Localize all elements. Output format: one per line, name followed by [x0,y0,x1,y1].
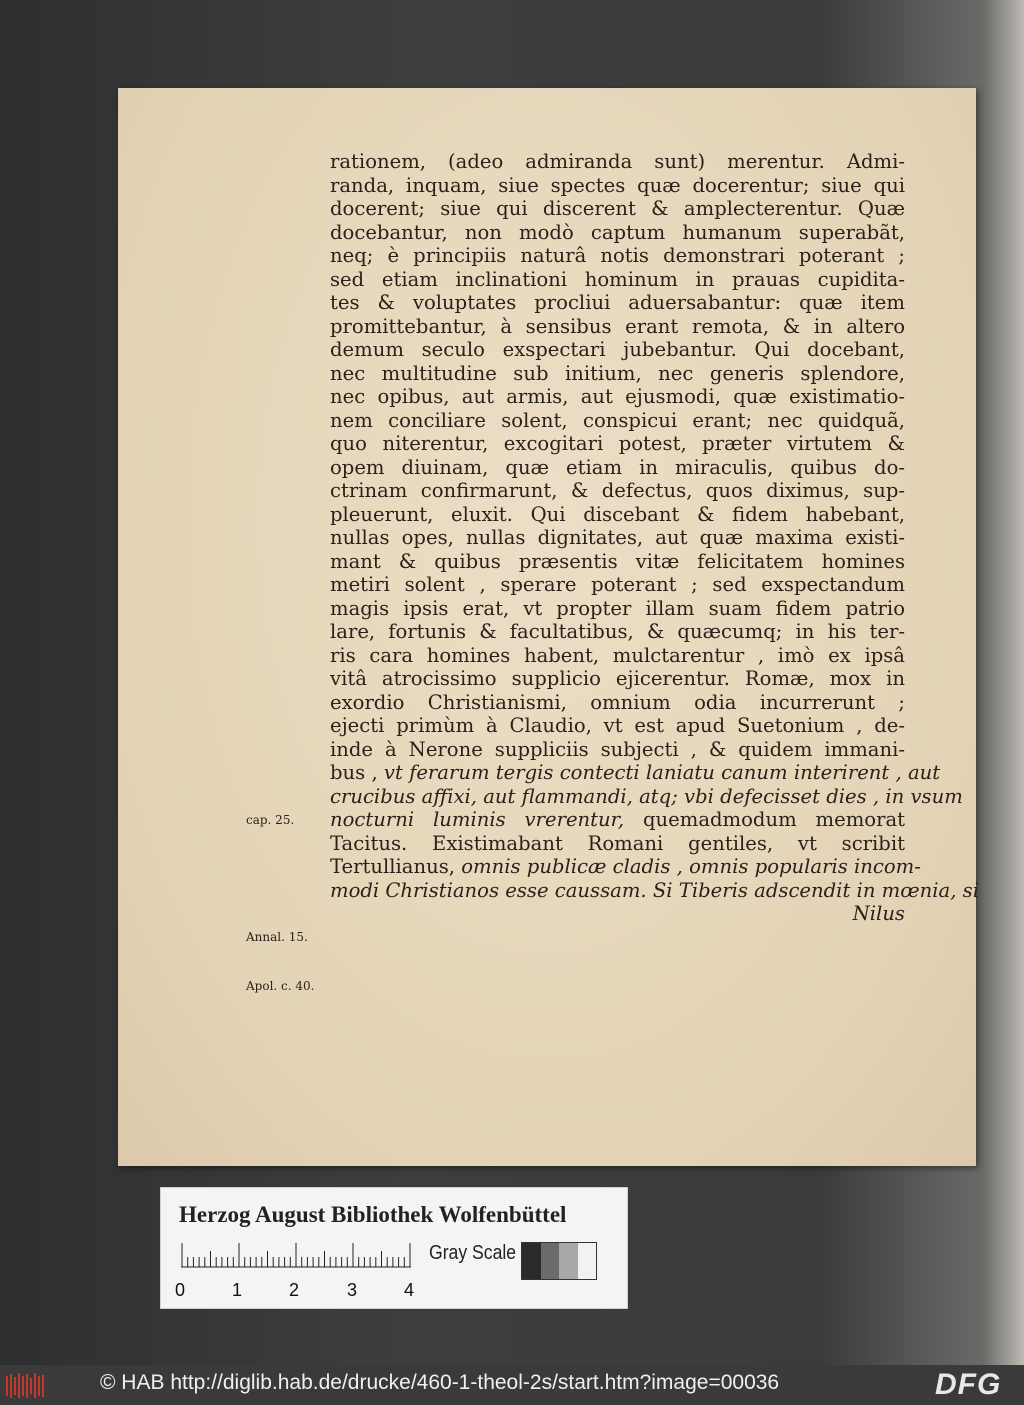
text-line-18: mant & quibus præsentis vitæ felicitatem homines [330,549,905,573]
text-line-25: ejecti primùm à Claudio, vt est apud Suetonium , de- [330,714,905,737]
ruler-numbers [175,1280,425,1302]
text-line-11: nec opibus, aut armis, aut ejusmodi, quæ existimatio- [330,385,905,408]
text-line-17: nullas opes, nullas dignitates, aut quæ maxima existi- [330,526,905,549]
text-line-19: metiri solent , sperare poterant ; sed exspectandum [330,573,905,596]
gray-scale-label: Gray Scale [429,1242,517,1264]
dfg-logo: DFG [935,1368,1002,1401]
ruler-number-2: 2 [289,1280,300,1300]
text-line-6: sed etiam inclinationi hominum in prauas cupidita- [330,267,905,291]
text-line-31: Tertullianus, omnis publicæ cladis , omnis popularis incom- [330,855,921,878]
library-color-card [160,1187,628,1309]
text-line-28: crucibus affixi, aut flammandi, atq; vbi defecisset dies , in vsum [330,784,963,808]
ruler-number-0: 0 [175,1280,186,1300]
margin-note-annal: Annal. 15. [246,930,308,944]
text-line-13: quo niterentur, excogitari potest, præter virtutem & [330,432,905,455]
text-line-9: demum seculo exspectari jubebantur. Qui docebant, [330,338,905,361]
text-line-32: modi Christianos esse caussam. Si Tiberis adscendit in mœnia, si [330,878,979,902]
text-line-12: nem conciliare solent, conspicui erant; nec quidquã, [330,408,905,432]
text-line-21: lare, fortunis & facultatibus, & quæcumq; in his ter- [330,620,905,643]
ruler-number-4: 4 [404,1280,415,1300]
text-line-22: ris cara homines habent, mulctarentur , imò ex ipsâ [330,643,905,667]
gray-swatch-2 [541,1243,560,1279]
text-line-26: inde à Nerone suppliciis subjecti , & quidem immani- [330,737,905,761]
text-line-5: neq; è principiis naturâ notis demonstrari poterant ; [330,244,905,267]
library-name: Herzog August Bibliothek Wolfenbüttel [179,1202,567,1227]
ruler-number-1: 1 [232,1280,243,1300]
catchword: Nilus [852,902,905,925]
text-line-1: rationem, (adeo admiranda sunt) merentur. Admi- [330,150,905,173]
margin-note-apol: Apol. c. 40. [246,979,315,993]
text-line-20: magis ipsis erat, vt propter illam suam fidem patrio [330,596,905,620]
gray-swatch-1 [522,1243,541,1279]
gray-scale-swatches [521,1242,597,1280]
text-line-29: nocturni luminis vrerentur, quemadmodum memorat [330,808,906,831]
ruler-scale [181,1242,411,1268]
footer-bar [0,1365,1024,1405]
gray-swatch-4 [578,1243,597,1279]
text-line-15: ctrinam confirmarunt, & defectus, quos diximus, sup- [330,479,905,502]
text-line-24: exordio Christianismi, omnium odia incurrerunt ; [330,690,905,714]
text-line-7: tes & voluptates procliui aduersabantur: quæ item [330,291,905,314]
text-line-16: pleuerunt, eluxit. Qui discebant & fidem habebant, [330,502,905,526]
text-line-23: vitâ atrocissimo supplicio ejicerentur. Romæ, mox in [330,667,905,690]
text-line-2: randa, inquam, siue spectes quæ docerentur; siue qui [330,173,905,197]
ruler-number-3: 3 [347,1280,358,1300]
page-text [330,150,979,926]
text-line-8: promittebantur, à sensibus erant remota, & in altero [330,314,905,338]
gray-swatch-3 [559,1243,578,1279]
copyright-url-text: © HAB http://diglib.hab.de/drucke/460-1-theol-2s/start.htm?image=00036 [100,1371,780,1394]
text-line-30: Tacitus. Existimabant Romani gentiles, vt scribit [330,831,905,855]
text-line-27: bus , vt ferarum tergis contecti laniatu canum interirent , aut [330,761,941,784]
margin-note-cap: cap. 25. [246,813,295,827]
hab-logo-icon [6,1372,46,1399]
text-line-14: opem diuinam, quæ etiam in miraculis, quibus do- [330,455,905,479]
text-line-4: docebantur, non modò captum humanum superabãt, [330,220,905,244]
text-line-3: docerent; siue qui discerent & amplecterentur. Quæ [330,197,905,220]
text-line-10: nec multitudine sub initium, nec generis splendore, [330,361,905,385]
